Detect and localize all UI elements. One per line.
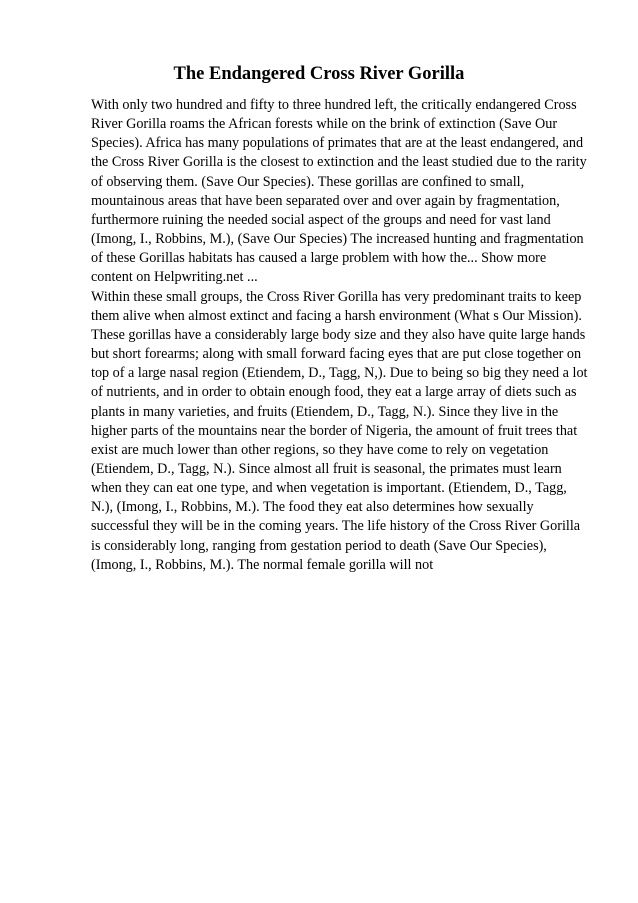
paragraph-2: Within these small groups, the Cross River Gorilla has very predominant traits to keep them alive when almost extinct and facing a harsh environment (What s Our Mission). These gorillas have a considerably large body size and they also have quite large hands but short forearms; along with small forward facing eyes that are put close together on top of a large nasal region (Etiendem, D., Tagg, N,). Due to being so big they need a lot of nutrients, and in order to obtain enough food, they eat a large array of diets such as plants in many varieties, and fruits (Etiendem, D., Tagg, N.). Since they live in the higher parts of the mountains near the border of Nigeria, the amount of fruit trees that exist are much lower than other regions, so they have come to rely on vegetation (Etiendem, D., Tagg, N.). Since almost all fruit is seasonal, the primates must learn when they can eat one type, and when vegetation is important. (Etiendem, D., Tagg, N.), (Imong, I., Robbins, M.). The food they eat also determines how sexually successful they will be in the coming years. The life history of the Cross River Gorilla is considerably long, ranging from gestation period to death (Save Our Species), (Imong, I., Robbins, M.). The normal female gorilla will not [91, 288, 588, 573]
paragraph-1: With only two hundred and fifty to three hundred left, the critically endangered Cross River Gorilla roams the African forests while on the brink of extinction (Save Our Species). Africa has many populations of primates that are at the least endangered, and the Cross River Gorilla is the closest to extinction and the least studied due to the rarity of observing them. (Save Our Species). These gorillas are confined to small, mountainous areas that have been separated over and over again by fragmentation, furthermore ruining the needed social aspect of the groups and need for vast land (Imong, I., Robbins, M.), (Save Our Species) The increased hunting and fragmentation of these Gorillas habitats has caused a large problem with how the... Show more content on Helpwriting.net ... [91, 97, 587, 286]
document-body [91, 96, 591, 575]
document-title: The Endangered Cross River Gorilla [173, 64, 465, 84]
